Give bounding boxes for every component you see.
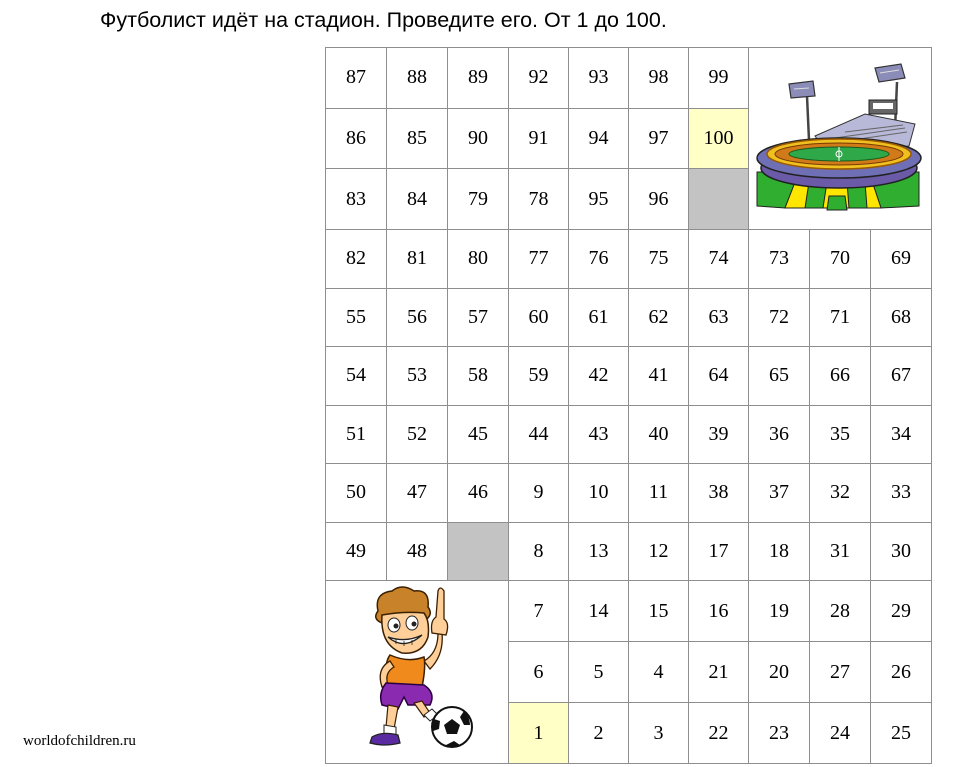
grid-cell[interactable]: 76 (569, 230, 629, 289)
grid-row (326, 405, 932, 464)
football-player-illustration (326, 581, 508, 757)
grid-row (326, 288, 932, 347)
grid-cell[interactable]: 36 (749, 405, 810, 464)
grid-cell[interactable]: 7 (509, 581, 569, 642)
grid-cell[interactable]: 89 (448, 48, 509, 109)
grid-cell[interactable]: 8 (509, 522, 569, 581)
grid-cell[interactable]: 9 (509, 464, 569, 523)
grid-cell[interactable]: 13 (569, 522, 629, 581)
grid-cell[interactable]: 88 (387, 48, 448, 109)
grid-cell[interactable]: 86 (326, 108, 387, 169)
grid-cell[interactable]: 72 (749, 288, 810, 347)
grid-cell[interactable]: 55 (326, 288, 387, 347)
grid-row (326, 464, 932, 523)
grid-cell[interactable]: 61 (569, 288, 629, 347)
finish-cell[interactable]: 100 (689, 108, 749, 169)
grid-cell[interactable]: 95 (569, 169, 629, 230)
grid-cell[interactable]: 87 (326, 48, 387, 109)
grid-cell[interactable]: 40 (629, 405, 689, 464)
grid-cell[interactable]: 59 (509, 347, 569, 406)
grid-cell[interactable]: 33 (871, 464, 932, 523)
grid-cell[interactable]: 24 (810, 703, 871, 764)
grid-cell[interactable]: 79 (448, 169, 509, 230)
grid-cell[interactable]: 12 (629, 522, 689, 581)
stadium-goal-cell (749, 48, 932, 230)
grid-cell[interactable]: 96 (629, 169, 689, 230)
grid-cell[interactable]: 51 (326, 405, 387, 464)
grid-cell[interactable]: 54 (326, 347, 387, 406)
grid-row (326, 522, 932, 581)
website-credit: worldofchildren.ru (23, 733, 136, 749)
grid-cell[interactable]: 16 (689, 581, 749, 642)
grid-cell[interactable]: 27 (810, 642, 871, 703)
grid-cell[interactable]: 31 (810, 522, 871, 581)
grid-cell[interactable]: 41 (629, 347, 689, 406)
grid-cell[interactable]: 68 (871, 288, 932, 347)
grid-cell[interactable]: 3 (629, 703, 689, 764)
grid-cell[interactable]: 34 (871, 405, 932, 464)
grid-cell[interactable]: 77 (509, 230, 569, 289)
grid-cell[interactable]: 82 (326, 230, 387, 289)
grid-cell[interactable]: 6 (509, 642, 569, 703)
grid-cell[interactable]: 22 (689, 703, 749, 764)
grid-row (326, 48, 932, 109)
grid-cell[interactable]: 48 (387, 522, 448, 581)
grid-cell[interactable]: 43 (569, 405, 629, 464)
grid-cell[interactable]: 42 (569, 347, 629, 406)
blocked-cell (448, 522, 509, 581)
grid-cell[interactable]: 10 (569, 464, 629, 523)
grid-cell[interactable]: 57 (448, 288, 509, 347)
page-title: Футболист идёт на стадион. Проведите его. От 1 до 100. (100, 8, 667, 32)
grid-cell[interactable]: 99 (689, 48, 749, 109)
start-cell[interactable]: 1 (509, 703, 569, 764)
grid-cell[interactable]: 2 (569, 703, 629, 764)
grid-cell[interactable]: 65 (749, 347, 810, 406)
grid-cell[interactable]: 49 (326, 522, 387, 581)
grid-row (326, 581, 932, 642)
grid-cell[interactable]: 47 (387, 464, 448, 523)
grid-cell[interactable]: 45 (448, 405, 509, 464)
grid-cell[interactable]: 64 (689, 347, 749, 406)
grid-cell[interactable]: 91 (509, 108, 569, 169)
grid-cell[interactable]: 52 (387, 405, 448, 464)
grid-cell[interactable]: 15 (629, 581, 689, 642)
grid-cell[interactable]: 19 (749, 581, 810, 642)
grid-cell[interactable]: 60 (509, 288, 569, 347)
grid-cell[interactable]: 29 (871, 581, 932, 642)
grid-cell[interactable]: 39 (689, 405, 749, 464)
grid-cell[interactable]: 98 (629, 48, 689, 109)
grid-cell[interactable]: 53 (387, 347, 448, 406)
grid-cell[interactable]: 85 (387, 108, 448, 169)
grid-cell[interactable]: 94 (569, 108, 629, 169)
grid-cell[interactable]: 14 (569, 581, 629, 642)
grid-row (326, 347, 932, 406)
grid-cell[interactable]: 80 (448, 230, 509, 289)
grid-cell[interactable]: 69 (871, 230, 932, 289)
grid-cell[interactable]: 92 (509, 48, 569, 109)
grid-cell[interactable]: 75 (629, 230, 689, 289)
grid-cell[interactable]: 50 (326, 464, 387, 523)
grid-cell[interactable]: 28 (810, 581, 871, 642)
grid-cell[interactable]: 32 (810, 464, 871, 523)
stadium-illustration (749, 48, 931, 223)
grid-row (326, 230, 932, 289)
grid-cell[interactable]: 56 (387, 288, 448, 347)
grid-cell[interactable]: 67 (871, 347, 932, 406)
grid-cell[interactable]: 25 (871, 703, 932, 764)
number-grid (325, 47, 932, 764)
grid-cell[interactable]: 66 (810, 347, 871, 406)
grid-cell[interactable]: 93 (569, 48, 629, 109)
grid-cell[interactable]: 70 (810, 230, 871, 289)
grid-cell[interactable]: 90 (448, 108, 509, 169)
grid-cell[interactable]: 78 (509, 169, 569, 230)
grid-cell[interactable]: 97 (629, 108, 689, 169)
grid-cell[interactable]: 11 (629, 464, 689, 523)
grid-cell[interactable]: 30 (871, 522, 932, 581)
grid-cell[interactable]: 73 (749, 230, 810, 289)
grid-cell[interactable]: 74 (689, 230, 749, 289)
player-start-cell (326, 581, 509, 764)
grid-cell[interactable]: 46 (448, 464, 509, 523)
grid-cell[interactable]: 58 (448, 347, 509, 406)
grid-cell[interactable]: 5 (569, 642, 629, 703)
grid-cell[interactable]: 81 (387, 230, 448, 289)
grid-cell[interactable]: 63 (689, 288, 749, 347)
blocked-cell (689, 169, 749, 230)
number-maze-board (325, 47, 937, 761)
grid-cell[interactable]: 83 (326, 169, 387, 230)
grid-cell[interactable]: 37 (749, 464, 810, 523)
grid-cell[interactable]: 23 (749, 703, 810, 764)
grid-cell[interactable]: 71 (810, 288, 871, 347)
grid-cell[interactable]: 20 (749, 642, 810, 703)
grid-cell[interactable]: 38 (689, 464, 749, 523)
grid-cell[interactable]: 62 (629, 288, 689, 347)
grid-cell[interactable]: 4 (629, 642, 689, 703)
grid-cell[interactable]: 35 (810, 405, 871, 464)
grid-cell[interactable]: 17 (689, 522, 749, 581)
grid-cell[interactable]: 18 (749, 522, 810, 581)
grid-cell[interactable]: 26 (871, 642, 932, 703)
grid-cell[interactable]: 84 (387, 169, 448, 230)
grid-cell[interactable]: 44 (509, 405, 569, 464)
grid-cell[interactable]: 21 (689, 642, 749, 703)
